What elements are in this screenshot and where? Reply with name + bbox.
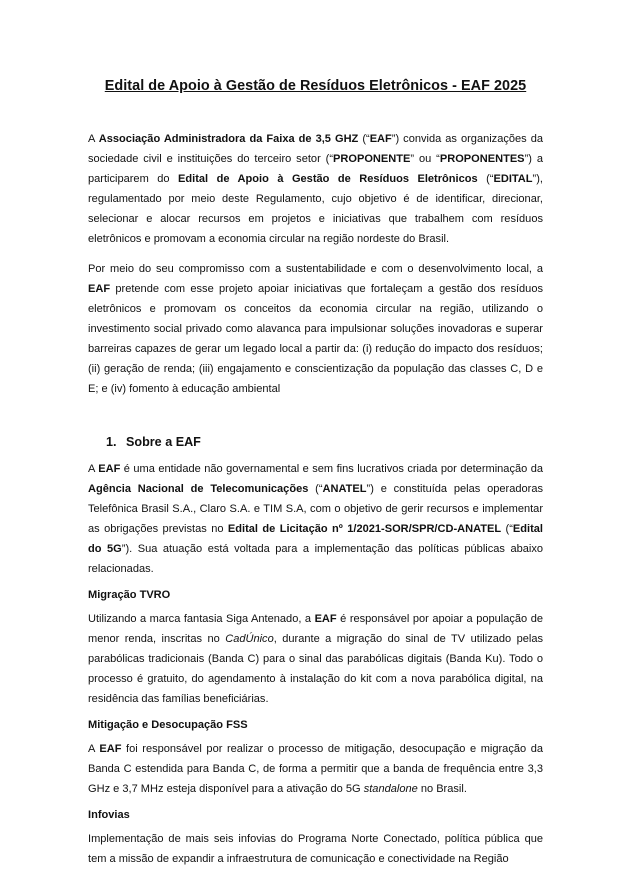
subsection-migracao-paragraph: Utilizando a marca fantasia Siga Antenado, a EAF é responsável por apoiar a população de menor renda, inscritas no CadÚnico, durante a migração do sinal de TV utilizado pelas parabólicas tradicionais (Banda C) para o sinal das parabólicas digitais (Banda Ku). Todo o processo é gratuito, do agendamento à instalação do kit com a nova parabólica digital, na residência das famílias beneficiárias. [88, 613, 543, 705]
section-1-paragraph: A EAF é uma entidade não governamental e sem fins lucrativos criada por determinação da Agência Nacional de Telecomunicações (“ANATEL”) e constituída pelas operadoras Telefônica Brasil S.A., Claro S.A. e TIM S.A, com o objetivo de gerir recursos e implementar as obrigações previstas no Edital de Licitação nº 1/2021-SOR/SPR/CD-ANATEL (“Edital do 5G”). Sua atuação está voltada para a implementação das políticas públicas abaixo relacionadas. [88, 463, 544, 575]
subsection-migracao-heading: Migração TVRO [88, 589, 171, 601]
section-1-heading [106, 433, 543, 451]
intro-paragraph-1: A Associação Administradora da Faixa de 3,5 GHZ (“EAF”) convida as organizações da sociedade civil e instituições do terceiro setor (“PROPONENTE” ou “PROPONENTES”) a participarem do Edital de Apoio à Gestão de Resíduos Eletrônicos (“EDITAL”), regulamentado por meio deste Regulamento, cujo objetivo é de identificar, direcionar, selecionar e alocar recursos em projetos e iniciativas que trabalhem com resíduos eletrônicos e promovam a economia circular na região nordeste do Brasil. [88, 133, 543, 245]
subsection-infovias-heading: Infovias [88, 809, 130, 821]
subsection-infovias-paragraph: Implementação de mais seis infovias do Programa Norte Conectado, política pública que tem a missão de expandir a infraestrutura de comunicação e conectividade na Região [88, 833, 543, 865]
subsection-mitigacao-paragraph: A EAF foi responsável por realizar o processo de mitigação, desocupação e migração da Banda C estendida para Banda C, de forma a permitir que a banda de frequência entre 3,3 GHz e 3,7 MHz esteja disponível para a ativação do 5G standalone no Brasil. [88, 743, 543, 795]
document-title: Edital de Apoio à Gestão de Resíduos Eletrônicos - EAF 2025 [104, 78, 527, 94]
subsection-mitigacao-heading: Mitigação e Desocupação FSS [88, 719, 248, 731]
section-1-title: Sobre a EAF [126, 435, 201, 449]
intro-paragraph-2: Por meio do seu compromisso com a sustentabilidade e com o desenvolvimento local, a EAF pretende com esse projeto apoiar iniciativas que fortaleçam a gestão dos resíduos eletrônicos e promovam os conceitos da economia circular na região, utilizando o investimento social privado como alavanca para impulsionar soluções inovadoras e superar barreiras capazes de gerar um legado local a partir da: (i) redução do impacto dos resíduos; (ii) geração de renda; (iii) engajamento e conscientização da população das classes C, D e E; e (iv) fomento à educação ambiental [88, 263, 543, 395]
section-1-number: 1. [106, 435, 117, 449]
